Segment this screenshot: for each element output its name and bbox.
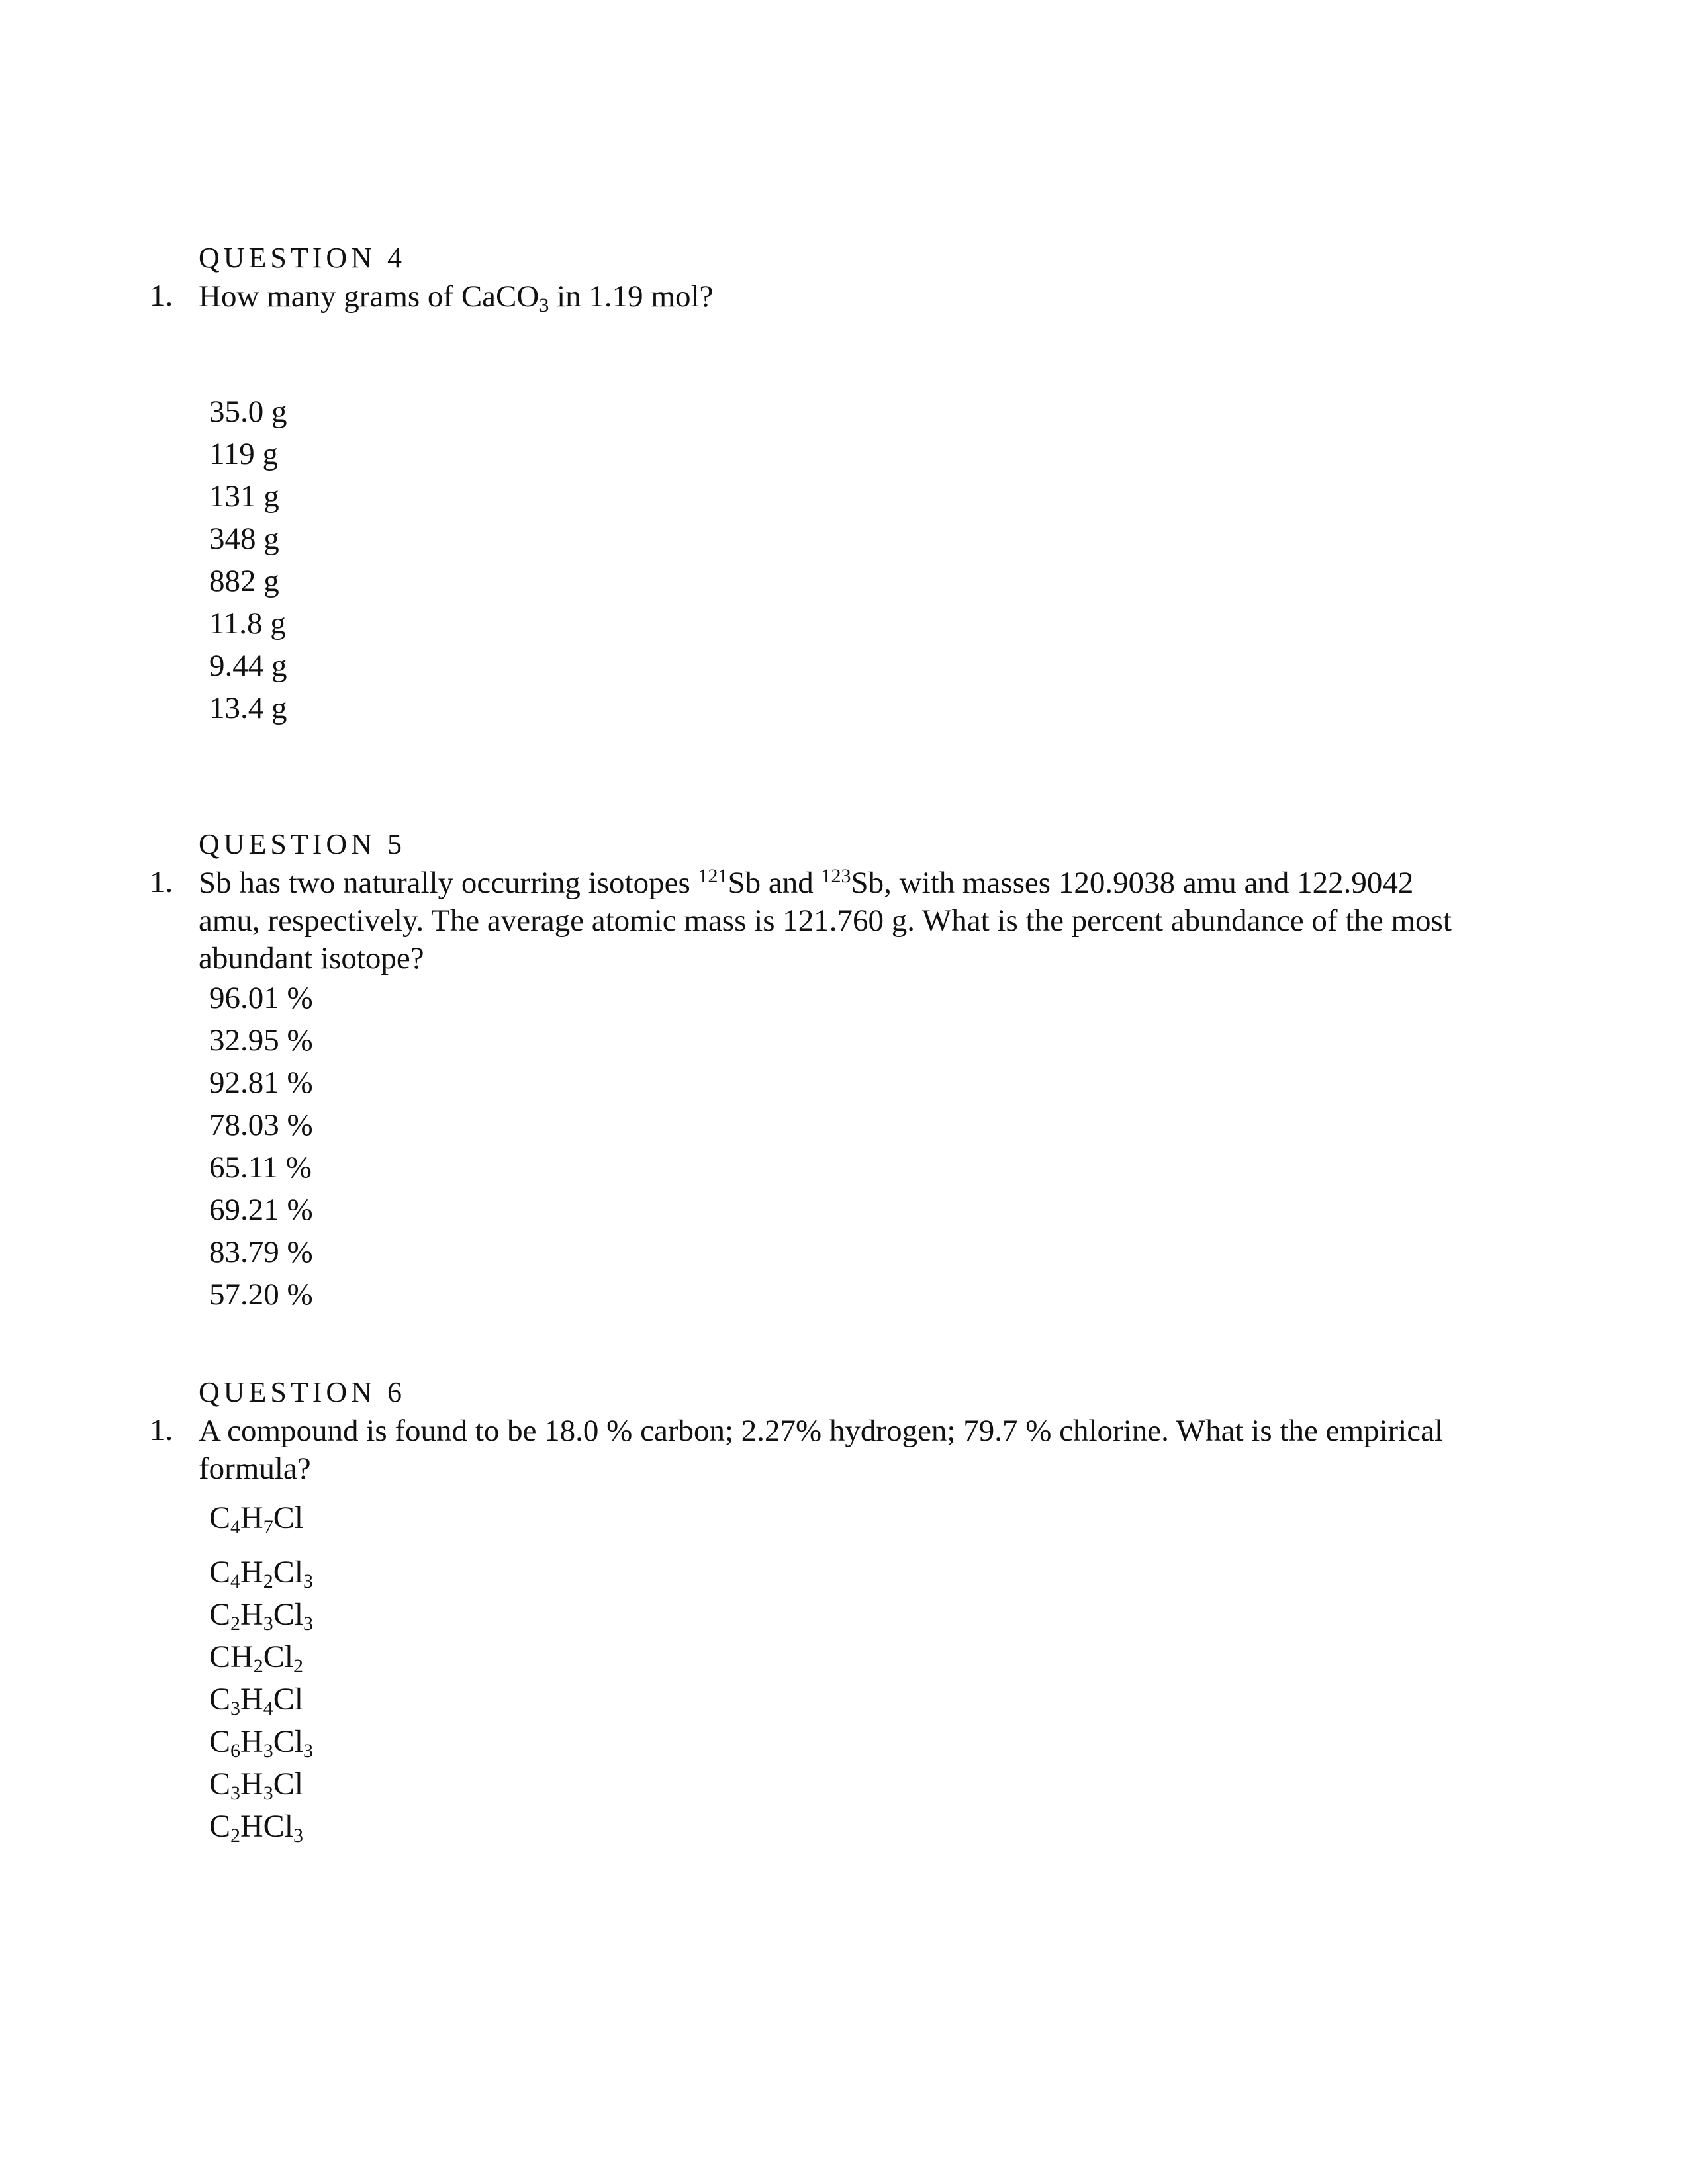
choice[interactable]: 57.20 % [209, 1277, 313, 1312]
formula-choice[interactable] [209, 1805, 313, 1848]
formula-choice[interactable] [209, 1636, 313, 1678]
question-5-choices [209, 977, 313, 1316]
choice[interactable]: 9.44 g [209, 649, 287, 683]
formula-subscript: 2 [230, 1613, 241, 1635]
formula-symbol: Cl [273, 1682, 304, 1717]
choice[interactable]: 69.21 % [209, 1193, 313, 1227]
choice[interactable]: 96.01 % [209, 981, 313, 1015]
formula-subscript: 3 [263, 1613, 273, 1635]
formula-symbol: Cl [273, 1597, 304, 1632]
formula-symbol: Cl [273, 1766, 304, 1801]
choice[interactable]: 32.95 % [209, 1023, 313, 1058]
choice[interactable]: 78.03 % [209, 1108, 313, 1142]
formula-subscript: 4 [230, 1570, 241, 1592]
formula-choice[interactable] [209, 1721, 313, 1763]
formula-subscript: 3 [263, 1782, 273, 1804]
formula-subscript: 2 [253, 1655, 263, 1677]
formula-subscript: 2 [293, 1655, 304, 1677]
formula-symbol: C [209, 1500, 231, 1535]
isotope-2-mass: 123 [821, 865, 851, 887]
formula-symbol: H [240, 1500, 263, 1535]
formula-subscript: 3 [303, 1740, 314, 1762]
choice[interactable]: 13.4 g [209, 691, 287, 725]
choice[interactable]: 131 g [209, 479, 279, 514]
choice[interactable]: 35.0 g [209, 394, 287, 429]
formula-symbol: Cl [273, 1724, 304, 1759]
choice[interactable]: 83.79 % [209, 1235, 313, 1269]
formula-subscript: 2 [263, 1570, 273, 1592]
question-4-choices [209, 390, 287, 729]
isotope-1-mass: 121 [698, 865, 728, 887]
question-6-choices [209, 1497, 313, 1848]
formula-symbol: C [209, 1766, 231, 1801]
formula-subscript: 4 [263, 1698, 273, 1719]
question-5-part2: Sb, with masses 120.9038 amu and 122.9042 amu, respectively. The average atomic mass is 121.760 g. What is the percent abundance of the most abundant isotope? [199, 866, 1452, 976]
formula-symbol: CH [209, 1639, 254, 1674]
question-4-text [199, 278, 1456, 316]
formula-symbol: Cl [263, 1639, 294, 1674]
question-4-text-before: How many grams of CaCO [199, 279, 539, 314]
formula-subscript: 2 [230, 1825, 241, 1846]
formula-choice[interactable] [209, 1678, 313, 1721]
formula-subscript: 3 [293, 1825, 304, 1846]
question-5-text [199, 864, 1456, 978]
choice[interactable]: 119 g [209, 437, 279, 471]
formula-symbol: C [209, 1597, 231, 1632]
question-4-text-after: in 1.19 mol? [549, 279, 714, 314]
question-5-part1: Sb has two naturally occurring isotopes [199, 866, 698, 900]
question-4-heading: QUESTION 4 [199, 242, 406, 274]
question-6-number: 1. [150, 1413, 173, 1447]
formula-symbol: H [240, 1555, 263, 1590]
formula-subscript: 7 [263, 1516, 273, 1538]
formula-subscript: 6 [230, 1740, 241, 1762]
formula-symbol: C [209, 1682, 231, 1717]
choice[interactable]: 11.8 g [209, 606, 286, 641]
formula-subscript: 3 [230, 1782, 241, 1804]
formula-symbol: H [240, 1682, 263, 1717]
question-6-text: A compound is found to be 18.0 % carbon; 2.27% hydrogen; 79.7 % chlorine. What is the empirical formula? [199, 1414, 1444, 1486]
question-4-subscript: 3 [539, 295, 549, 316]
choice[interactable]: 92.81 % [209, 1066, 313, 1100]
isotope-1-symbol: Sb and [727, 866, 821, 900]
formula-subscript: 3 [303, 1570, 314, 1592]
choice[interactable]: 882 g [209, 564, 279, 598]
formula-choice[interactable] [209, 1594, 313, 1636]
formula-choice[interactable] [209, 1497, 313, 1539]
formula-symbol: C [209, 1724, 231, 1759]
formula-subscript: 3 [230, 1698, 241, 1719]
formula-subscript: 3 [303, 1613, 314, 1635]
question-5-number: 1. [150, 865, 173, 899]
question-5-heading: QUESTION 5 [199, 828, 406, 860]
formula-symbol: C [209, 1809, 231, 1844]
question-6-heading: QUESTION 6 [199, 1376, 406, 1408]
formula-symbol: Cl [273, 1555, 304, 1590]
choice[interactable]: 348 g [209, 522, 279, 556]
question-4-number: 1. [150, 279, 173, 313]
choice[interactable]: 65.11 % [209, 1150, 312, 1185]
formula-choice[interactable] [209, 1763, 313, 1805]
formula-symbol: H [240, 1597, 263, 1632]
formula-symbol: C [209, 1555, 231, 1590]
formula-choice[interactable] [209, 1551, 313, 1594]
formula-subscript: 4 [230, 1516, 241, 1538]
formula-symbol: H [240, 1766, 263, 1801]
formula-symbol: H [240, 1724, 263, 1759]
formula-symbol: HCl [240, 1809, 294, 1844]
formula-symbol: Cl [273, 1500, 304, 1535]
formula-subscript: 3 [263, 1740, 273, 1762]
